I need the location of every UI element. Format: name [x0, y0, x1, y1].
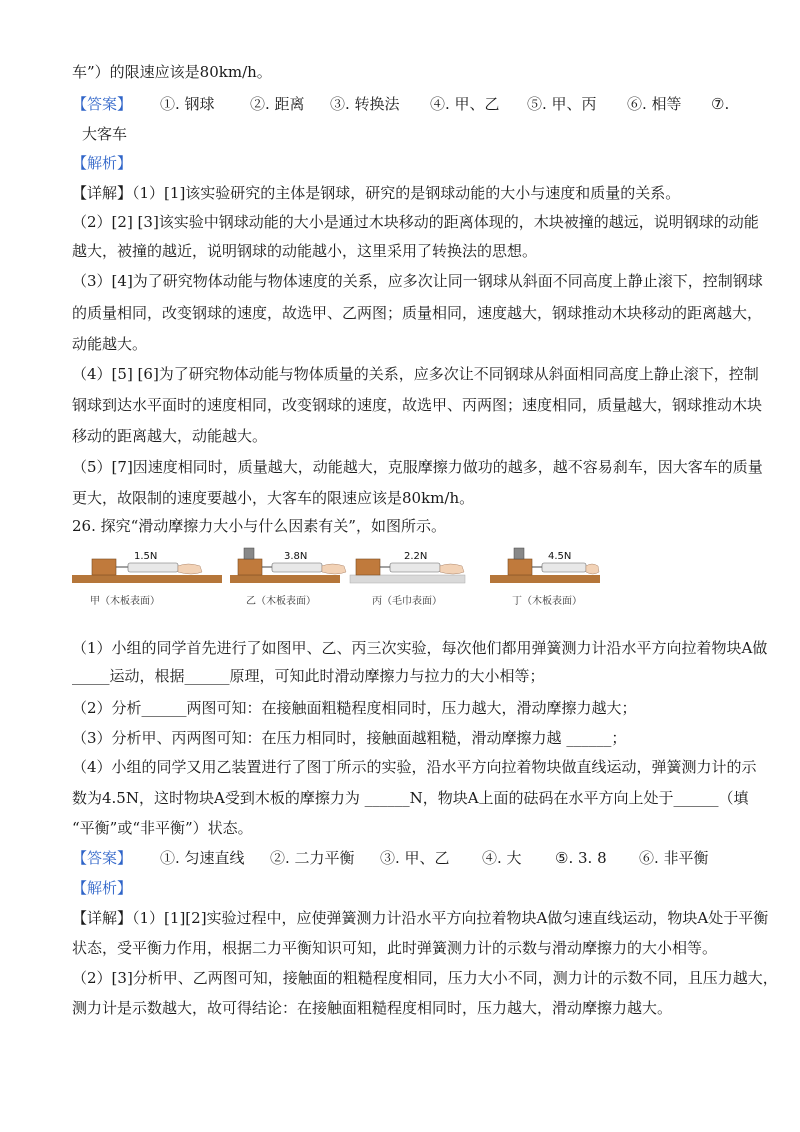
text-line: 越大，被撞的越近，说明钢球的动能越小，这里采用了转换法的思想。: [72, 242, 538, 260]
figure-panel-jia: [72, 551, 222, 607]
text-line: （3）分析甲、丙两图可知：在压力相同时，接触面越粗糙，滑动摩擦力越 ______；: [72, 729, 627, 747]
text-line: 的质量相同，改变钢球的速度，故选甲、乙两图；质量相同，速度越大，钢球推动木块移动的距离越大，: [72, 304, 763, 322]
answer-item: ②. 二力平衡: [270, 849, 355, 867]
text-line: “平衡”或“非平衡”）状态。: [72, 819, 253, 837]
answer-item: ④. 甲、乙: [430, 95, 500, 113]
answer-item: ②. 距离: [250, 95, 305, 113]
force-reading: 2.2N: [404, 551, 428, 562]
figure-caption: 甲（木板表面）: [90, 596, 160, 607]
analysis-label: 【解析】: [72, 879, 133, 897]
text-line: （1）小组的同学首先进行了如图甲、乙、丙三次实验，每次他们都用弹簧测力计沿水平方向拉着物块A做: [72, 639, 768, 657]
block-a: [238, 559, 262, 575]
analysis-label: 【解析】: [72, 154, 133, 172]
answer-label: 【答案】: [72, 849, 133, 867]
spring-scale: [128, 563, 178, 572]
weight-icon: [244, 548, 254, 559]
force-reading: 3.8N: [284, 551, 308, 562]
detail-label: 【详解】: [72, 184, 133, 202]
text-line: （2）分析______两图可知：在接触面粗糙程度相同时，压力越大，滑动摩擦力越大；: [72, 699, 637, 717]
text-span: （1）[1]该实验研究的主体是钢球，研究的是钢球动能的大小与速度和质量的关系。: [132, 184, 681, 202]
spring-scale: [390, 563, 440, 572]
text-line: 移动的距离越大，动能越大。: [72, 427, 268, 445]
wood-board: [490, 575, 600, 583]
answer-item: ①. 钢球: [160, 95, 215, 113]
text-line: 更大，故限制的速度要越小，大客车的限速应该是80km/h。: [72, 489, 475, 507]
answer-item: ⑤. 甲、丙: [527, 95, 597, 113]
text-line: 状态，受平衡力作用，根据二力平衡知识可知，此时弹簧测力计的示数与滑动摩擦力的大小相等。: [72, 939, 718, 957]
answer-item: 大客车: [82, 125, 128, 143]
text-line: 车”）的限速应该是80km/h。: [72, 63, 272, 81]
figure-caption: 丁（木板表面）: [512, 596, 582, 607]
hand-icon: [178, 564, 202, 574]
text-line: 动能越大。: [72, 335, 148, 353]
wood-board: [72, 575, 222, 583]
text-span: （1）[1][2]实验过程中，应使弹簧测力计沿水平方向拉着物块A做匀速直线运动，物块A处于平衡: [132, 909, 769, 927]
text-line: （5）[7]因速度相同时，质量越大，动能越大，克服摩擦力做功的越多，越不容易刹车，因大客车的质量: [72, 458, 763, 476]
question-stem: 26. 探究“滑动摩擦力大小与什么因素有关”，如图所示。: [72, 517, 446, 535]
answer-item: ⑤. 3. 8: [555, 849, 607, 867]
text-line: （2）[3]分析甲、乙两图可知，接触面的粗糙程度相同，压力大小不同，测力计的示数不同，且压力越大，: [72, 969, 778, 987]
detail-label: 【详解】: [72, 909, 133, 927]
weight-icon: [514, 548, 524, 559]
hand-icon: [322, 564, 346, 574]
force-reading: 4.5N: [548, 551, 572, 562]
spring-scale: [272, 563, 322, 572]
text-line: [72, 908, 768, 928]
answer-item: ⑥. 相等: [627, 95, 682, 113]
block-a: [508, 559, 532, 575]
answer-item: ⑦.: [711, 95, 730, 113]
answer-item: ③. 转换法: [330, 95, 400, 113]
answer-item: ①. 匀速直线: [160, 849, 245, 867]
answer-item: ③. 甲、乙: [380, 849, 450, 867]
text-line: 数为4.5N，这时物块A受到木板的摩擦力为 ______N，物块A上面的砝码在水平方向上处于______（填: [72, 789, 749, 807]
block-a: [356, 559, 380, 575]
wood-board: [230, 575, 340, 583]
answer-item: ④. 大: [482, 849, 522, 867]
text-line: （4）小组的同学又用乙装置进行了图丁所示的实验，沿水平方向拉着物块做直线运动，弹簧测力计的示: [72, 758, 757, 776]
figure-panel-ding: [490, 548, 600, 607]
force-reading: 1.5N: [134, 551, 158, 562]
friction-experiment-figure: [0, 540, 800, 615]
block-a: [92, 559, 116, 575]
figure-caption: 乙（木板表面）: [246, 596, 316, 607]
answer-label: 【答案】: [72, 95, 133, 113]
answer-item: ⑥. 非平衡: [639, 849, 709, 867]
text-line: _____运动，根据______原理，可知此时滑动摩擦力与拉力的大小相等；: [72, 667, 545, 685]
text-line: 测力计是示数越大，故可得结论：在接触面粗糙程度相同时，压力越大，滑动摩擦力越大。: [72, 999, 673, 1017]
figure-panel-bing: [350, 551, 465, 607]
figure-panel-yi: [230, 548, 346, 607]
hand-icon: [586, 564, 599, 574]
text-line: [72, 183, 680, 203]
towel-surface: [350, 575, 465, 583]
spring-scale: [542, 563, 586, 572]
text-line: （2）[2] [3]该实验中钢球动能的大小是通过木块移动的距离体现的，木块被撞的越远，说明钢球的动能: [72, 213, 759, 231]
text-line: （4）[5] [6]为了研究物体动能与物体质量的关系，应多次让不同钢球从斜面相同高度上静止滚下，控制: [72, 365, 759, 383]
text-line: 钢球到达水平面时的速度相同，改变钢球的速度，故选甲、丙两图；速度相同，质量越大，钢球推动木块: [72, 396, 763, 414]
hand-icon: [440, 564, 464, 574]
text-line: （3）[4]为了研究物体动能与物体速度的关系，应多次让同一钢球从斜面不同高度上静止滚下，控制钢球: [72, 272, 763, 290]
figure-caption: 丙（毛巾表面）: [372, 596, 442, 607]
